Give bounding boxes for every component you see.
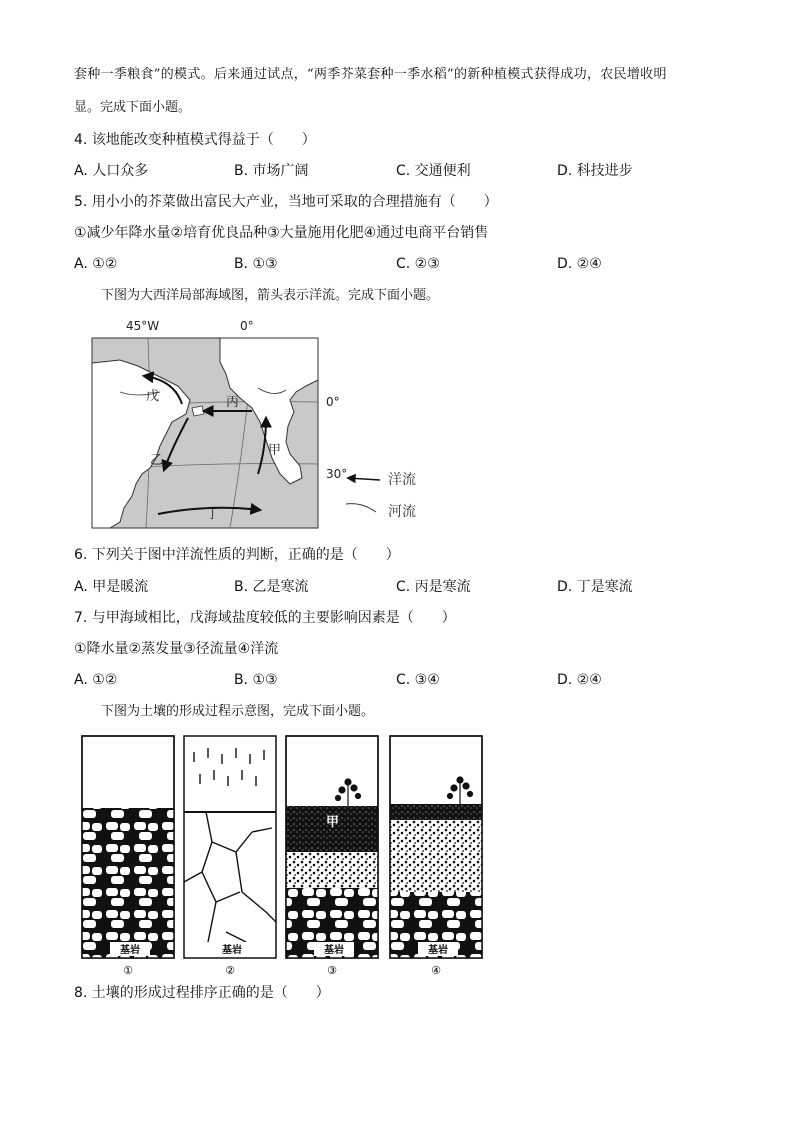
legend-current-label: 洋流 [388,472,416,488]
q7-option-c[interactable]: C. ③④ [396,672,440,688]
panel-number-3: ③ [327,964,337,977]
question-5-items: ①减少年降水量②培育优良品种③大量施用化肥④通过电商平台销售 [74,225,489,241]
intro-line-2: 显。完成下面小题。 [74,100,192,115]
q7-option-d[interactable]: D. ②④ [557,672,602,688]
label-jia: 甲 [268,443,282,458]
lon-0-label: 0° [240,319,254,333]
soil-formation-diagram [76,732,496,978]
label-ding: 丁 [206,507,220,522]
intro-line-1: 套种一季粮食”的模式。后来通过试点，“两季芥菜套种一季水稻”的新种植模式获得成功，农民增收明 [74,67,667,82]
q5-option-d[interactable]: D. ②④ [557,256,602,272]
question-7-items: ①降水量②蒸发量③径流量④洋流 [74,641,279,657]
lon-45w-label: 45°W [126,319,160,333]
question-6-stem: 6. 下列关于图中洋流性质的判断，正确的是（ ） [74,547,400,563]
soil-panel-3 [286,736,378,977]
label-yi: 乙 [150,453,164,468]
q6-option-c[interactable]: C. 丙是寒流 [396,579,471,595]
panel-number-1: ① [123,964,133,977]
soil-caption: 下图为土壤的形成过程示意图，完成下面小题。 [101,704,375,719]
label-bing: 丙 [226,395,240,410]
q4-option-b[interactable]: B. 市场广阔 [234,163,309,179]
q5-option-a[interactable]: A. ①② [74,256,118,272]
soil-panel-4 [390,736,482,977]
layer-label-jia: 甲 [326,815,340,830]
atlantic-map [80,318,440,533]
bedrock-label-4: 基岩 [428,945,448,956]
panel-number-4: ④ [431,964,441,977]
soil-panel-2 [184,736,276,977]
question-4-stem: 4. 该地能改变种植模式得益于（ ） [74,132,316,148]
lat-30-label: 30° [326,467,348,481]
bedrock-label-1: 基岩 [120,945,140,956]
legend-river-line [346,504,376,512]
q4-option-d[interactable]: D. 科技进步 [557,163,633,179]
bedrock-label-2: 基岩 [222,945,242,956]
q5-option-c[interactable]: C. ②③ [396,256,440,272]
bedrock-label-3: 基岩 [324,945,344,956]
question-7-stem: 7. 与甲海域相比，戊海域盐度较低的主要影响因素是（ ） [74,610,456,626]
legend-river-label: 河流 [388,504,416,520]
legend-current-arrow [348,478,380,480]
q6-option-b[interactable]: B. 乙是寒流 [234,579,309,595]
label-wu: 戊 [146,389,160,404]
question-5-stem: 5. 用小小的芥菜做出富民大产业，当地可采取的合理措施有（ ） [74,194,498,210]
map-caption: 下图为大西洋局部海域图，箭头表示洋流。完成下面小题。 [101,288,440,303]
lat-0-label: 0° [326,395,340,409]
q4-option-c[interactable]: C. 交通便利 [396,163,471,179]
panel-number-2: ② [225,964,235,977]
soil-panel-1 [82,736,174,977]
q7-option-b[interactable]: B. ①③ [234,672,278,688]
q6-option-d[interactable]: D. 丁是寒流 [557,579,633,595]
question-8-stem: 8. 土壤的形成过程排序正确的是（ ） [74,985,330,1001]
q7-option-a[interactable]: A. ①② [74,672,118,688]
q4-option-a[interactable]: A. 人口众多 [74,163,149,179]
q5-option-b[interactable]: B. ①③ [234,256,278,272]
q6-option-a[interactable]: A. 甲是暖流 [74,579,149,595]
